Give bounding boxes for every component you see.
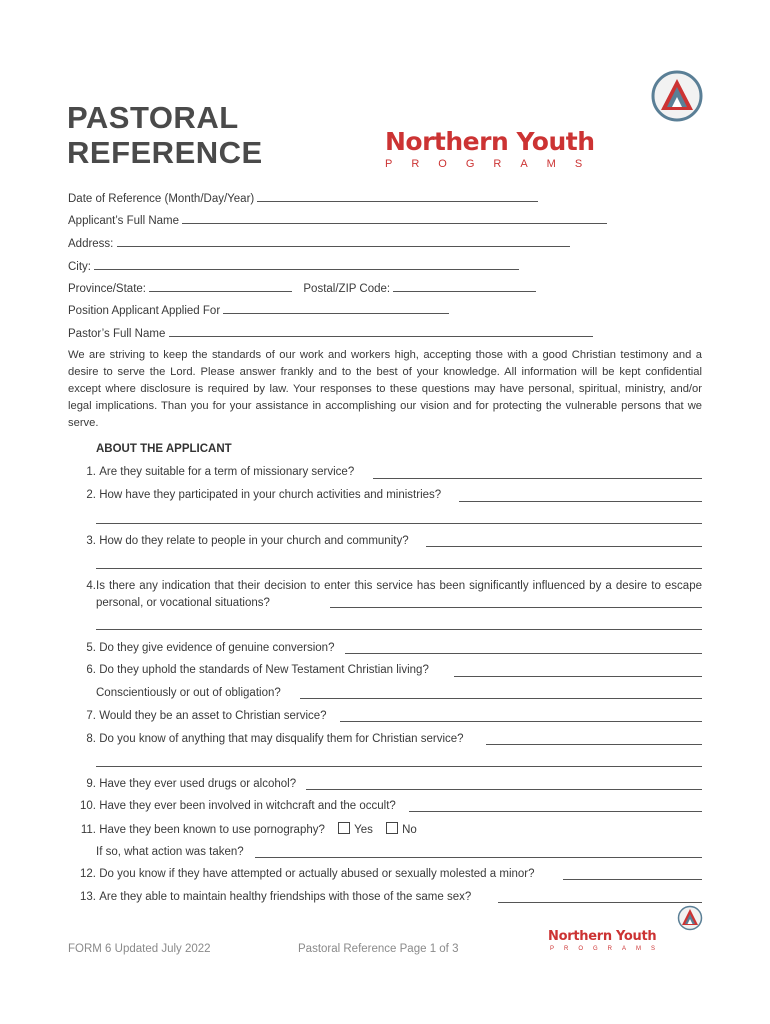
- applicant-label: Applicant’s Full Name: [68, 215, 180, 227]
- applicant-input-line[interactable]: [182, 212, 607, 224]
- mountain-triangle-icon: [651, 70, 703, 122]
- question-5: 5. Do they give evidence of genuine conversion?: [86, 642, 335, 654]
- answer-line-12[interactable]: [563, 879, 702, 880]
- footer-brand-sub: PROGRAMS: [550, 946, 666, 952]
- province-input-line[interactable]: [149, 280, 292, 292]
- address-label: Address:: [68, 238, 114, 250]
- question-7: 7. Would they be an asset to Christian service?: [86, 710, 327, 722]
- brand-sub: PROGRAMS: [385, 158, 602, 170]
- position-input-line[interactable]: [223, 302, 449, 314]
- footer-brand-name: Northern Youth: [548, 929, 657, 944]
- no-label: No: [402, 824, 417, 836]
- pastor-field: [68, 325, 593, 341]
- pastor-label: Pastor’s Full Name: [68, 328, 166, 340]
- answer-line-2b[interactable]: [96, 523, 702, 524]
- answer-line-3[interactable]: [426, 546, 702, 547]
- answer-line-10[interactable]: [409, 811, 702, 812]
- form-number: FORM 6 Updated July 2022: [68, 943, 211, 955]
- pastor-input-line[interactable]: [169, 325, 593, 337]
- answer-line-3b[interactable]: [96, 568, 702, 569]
- answer-line-7[interactable]: [340, 721, 702, 722]
- question-8: 8. Do you know of anything that may disqualify them for Christian service?: [86, 733, 464, 745]
- yes-label: Yes: [354, 824, 373, 836]
- question-6b: Conscientiously or out of obligation?: [96, 687, 281, 699]
- city-input-line[interactable]: [94, 258, 519, 270]
- postal-label: Postal/ZIP Code:: [303, 283, 391, 295]
- question-3: 3. How do they relate to people in your church and community?: [86, 535, 409, 547]
- page-number: Pastoral Reference Page 1 of 3: [298, 943, 459, 955]
- date-label: Date of Reference (Month/Day/Year): [68, 193, 255, 205]
- answer-line-4[interactable]: [330, 607, 702, 608]
- answer-line-2[interactable]: [459, 501, 702, 502]
- question-4-number: 4.: [86, 580, 96, 592]
- answer-line-9[interactable]: [306, 789, 702, 790]
- date-field: [68, 190, 538, 206]
- position-label: Position Applicant Applied For: [68, 305, 221, 317]
- postal-input-line[interactable]: [393, 280, 536, 292]
- title-line-1: PASTORAL: [67, 100, 239, 135]
- brand-logo: [385, 128, 705, 170]
- applicant-field: [68, 212, 607, 228]
- answer-line-13[interactable]: [498, 902, 702, 903]
- date-input-line[interactable]: [257, 190, 538, 202]
- answer-line-6[interactable]: [454, 676, 702, 677]
- page-title: [67, 100, 263, 170]
- answer-line-11b[interactable]: [255, 857, 702, 858]
- address-field: [68, 235, 570, 251]
- city-label: City:: [68, 261, 91, 273]
- brand-name: Northern Youth: [385, 127, 595, 156]
- question-1: 1. Are they suitable for a term of missionary service?: [86, 466, 355, 478]
- question-4: Is there any indication that their decision to enter this service has been significantly influenced by a desire to escape personal, or vocational situations?: [96, 580, 702, 609]
- question-6: 6. Do they uphold the standards of New Testament Christian living?: [86, 664, 429, 676]
- answer-line-8[interactable]: [486, 744, 702, 745]
- title-line-2: REFERENCE: [67, 135, 263, 170]
- question-12: 12. Do you know if they have attempted or actually abused or sexually molested a minor?: [80, 868, 535, 880]
- province-label: Province/State:: [68, 283, 146, 295]
- question-2: 2. How have they participated in your church activities and ministries?: [86, 489, 442, 501]
- footer-mountain-triangle-icon: [677, 905, 703, 931]
- yes-checkbox[interactable]: [338, 822, 350, 834]
- question-9: 9. Have they ever used drugs or alcohol?: [86, 778, 297, 790]
- section-heading: ABOUT THE APPLICANT: [96, 443, 232, 455]
- position-field: [68, 302, 449, 318]
- province-field: [68, 280, 536, 296]
- city-field: [68, 258, 519, 274]
- question-11b: If so, what action was taken?: [96, 846, 244, 858]
- answer-line-6b[interactable]: [300, 698, 702, 699]
- answer-line-8b[interactable]: [96, 766, 702, 767]
- question-10: 10. Have they ever been involved in witchcraft and the occult?: [80, 800, 396, 812]
- question-11: 11. Have they been known to use pornography? Yes No: [80, 824, 417, 836]
- answer-line-5[interactable]: [345, 653, 702, 654]
- question-13: 13. Are they able to maintain healthy friendships with those of the same sex?: [80, 891, 472, 903]
- no-checkbox[interactable]: [386, 822, 398, 834]
- address-input-line[interactable]: [117, 235, 570, 247]
- intro-paragraph: We are striving to keep the standards of our work and workers high, accepting those with a good Christian testimony and a desire to serve the Lord. Please answer frankly and to the best of your knowledge. All information will be kept confidential except where disclosure is required by law. Your responses to these questions may have personal, spiritual, ministry, and/or legal implications. Than you for your assistance in accomplishing our vision and for protecting the vulnerable persons that we serve.: [68, 349, 702, 429]
- answer-line-1[interactable]: [373, 478, 702, 479]
- answer-line-4b[interactable]: [96, 629, 702, 630]
